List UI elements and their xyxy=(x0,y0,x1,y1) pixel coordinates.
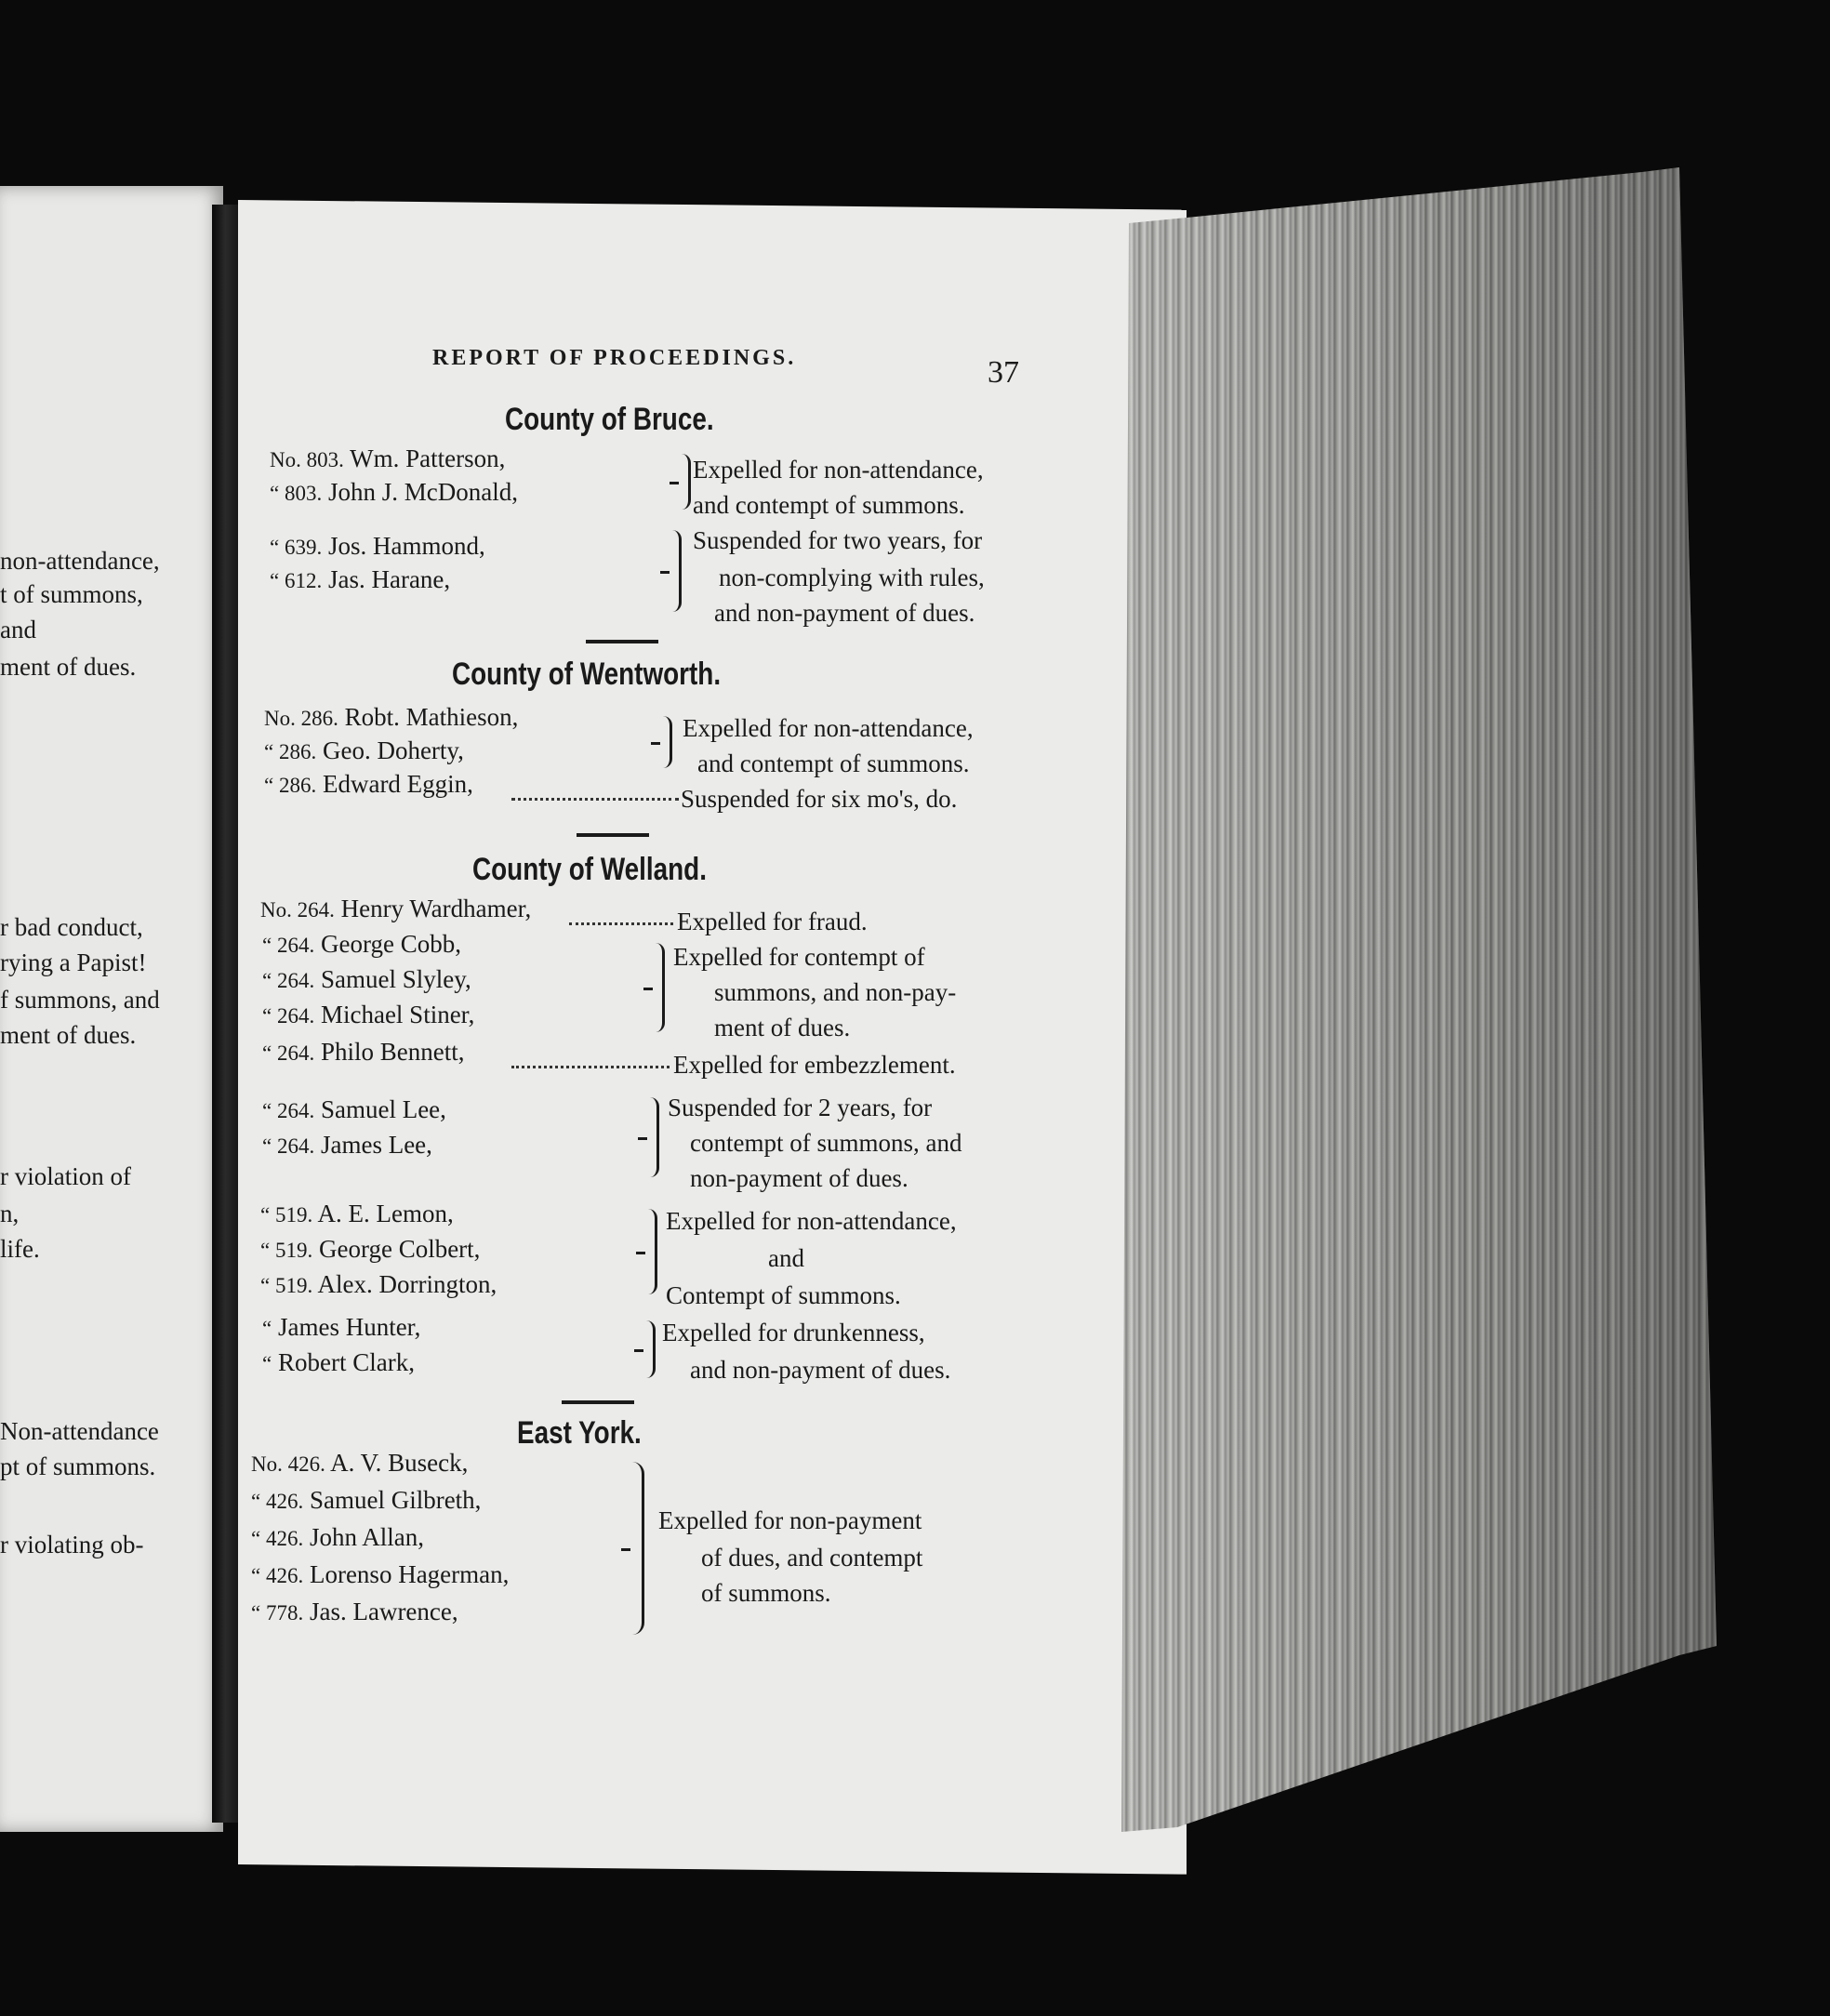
section-title-bruce: County of Bruce. xyxy=(505,402,714,437)
list-item: “ 264. George Cobb, xyxy=(262,930,461,958)
list-item: “ 612. Jas. Harane, xyxy=(270,565,451,593)
note-line: Expelled for embezzlement. xyxy=(673,1051,956,1079)
list-item: “ 264. Samuel Lee, xyxy=(262,1095,446,1123)
brace xyxy=(671,530,682,612)
page-edges xyxy=(1121,167,1726,1832)
note-line: Expelled for non-attendance, xyxy=(666,1207,957,1235)
left-line: f summons, and xyxy=(0,986,160,1014)
brace xyxy=(681,454,691,510)
left-line: r bad conduct, xyxy=(0,913,143,941)
note-line: Expelled for non-attendance, xyxy=(693,456,984,484)
list-item: “ 519. Alex. Dorrington, xyxy=(260,1270,497,1298)
brace xyxy=(649,1097,659,1177)
list-item: “ 426. Samuel Gilbreth, xyxy=(251,1486,482,1514)
list-item: “ 426. John Allan, xyxy=(251,1523,424,1551)
list-item: “ 264. James Lee, xyxy=(262,1131,432,1159)
brace xyxy=(647,1209,657,1294)
note-line: Suspended for 2 years, for xyxy=(668,1094,933,1121)
brace xyxy=(662,716,672,768)
list-item: “ 264. Philo Bennett, xyxy=(262,1038,465,1066)
list-item: No. 264. Henry Wardhamer, xyxy=(260,895,532,922)
list-item: “ 778. Jas. Lawrence, xyxy=(251,1598,458,1625)
list-item: “ 286. Edward Eggin, xyxy=(264,770,473,798)
left-line: r violating ob- xyxy=(0,1531,144,1558)
note-line: and contempt of summons. xyxy=(693,491,965,519)
note-line: Expelled for drunkenness, xyxy=(662,1319,925,1346)
list-item: “ James Hunter, xyxy=(262,1313,421,1341)
list-item: “ 426. Lorenso Hagerman, xyxy=(251,1560,510,1588)
section-divider xyxy=(586,640,658,643)
section-title-east-york: East York. xyxy=(517,1415,642,1451)
note-line: and non-payment of dues. xyxy=(714,599,975,627)
note-line: Expelled for fraud. xyxy=(677,908,868,935)
note-line: and xyxy=(768,1244,804,1272)
note-line: Contempt of summons. xyxy=(666,1281,901,1309)
left-line: rying a Papist! xyxy=(0,948,147,976)
list-item: “ 286. Geo. Doherty, xyxy=(264,736,464,764)
left-line: ment of dues. xyxy=(0,1021,137,1049)
left-line: t of summons, xyxy=(0,580,143,608)
section-divider xyxy=(562,1400,634,1404)
dot-leader xyxy=(511,798,679,801)
list-item: “ 639. Jos. Hammond, xyxy=(270,532,485,560)
brace xyxy=(632,1462,644,1635)
dot-leader xyxy=(511,1066,670,1068)
note-line: and contempt of summons. xyxy=(697,749,970,777)
list-item: No. 286. Robt. Mathieson, xyxy=(264,703,519,731)
list-item: “ Robert Clark, xyxy=(262,1348,415,1376)
list-item: No. 803. Wm. Patterson, xyxy=(270,444,506,472)
note-line: non-complying with rules, xyxy=(719,564,985,591)
dot-leader xyxy=(569,922,673,925)
left-line: life. xyxy=(0,1235,40,1263)
page-number: 37 xyxy=(988,355,1019,390)
note-line: and non-payment of dues. xyxy=(690,1356,951,1384)
left-line: pt of summons. xyxy=(0,1452,156,1480)
left-line: n, xyxy=(0,1200,20,1227)
running-head: REPORT OF PROCEEDINGS. xyxy=(432,346,797,370)
note-line: of summons. xyxy=(701,1579,831,1607)
list-item: “ 519. A. E. Lemon, xyxy=(260,1200,454,1227)
note-line: ment of dues. xyxy=(714,1014,851,1041)
left-line: and xyxy=(0,616,36,643)
list-item: No. 426. A. V. Buseck, xyxy=(251,1449,469,1477)
left-line: r violation of xyxy=(0,1162,131,1190)
note-line: Expelled for non-payment xyxy=(658,1506,922,1534)
section-title-wentworth: County of Wentworth. xyxy=(452,657,722,692)
note-line: of dues, and contempt xyxy=(701,1544,923,1572)
list-item: “ 803. John J. McDonald, xyxy=(270,478,518,506)
brace xyxy=(655,943,665,1032)
brace xyxy=(645,1320,656,1378)
list-item: “ 519. George Colbert, xyxy=(260,1235,481,1263)
section-divider xyxy=(577,833,649,837)
note-line: Suspended for two years, for xyxy=(693,526,983,554)
note-line: non-payment of dues. xyxy=(690,1164,908,1192)
list-item: “ 264. Michael Stiner, xyxy=(262,1001,475,1028)
left-line: Non-attendance xyxy=(0,1417,159,1445)
left-line: non-attendance, xyxy=(0,547,160,575)
left-line: ment of dues. xyxy=(0,653,137,681)
note-line: contempt of summons, and xyxy=(690,1129,962,1157)
note-line: summons, and non-pay- xyxy=(714,978,957,1006)
note-line: Suspended for six mo's, do. xyxy=(681,785,958,813)
note-line: Expelled for contempt of xyxy=(673,943,925,971)
section-title-welland: County of Welland. xyxy=(472,852,707,887)
list-item: “ 264. Samuel Slyley, xyxy=(262,965,471,993)
note-line: Expelled for non-attendance, xyxy=(683,714,974,742)
